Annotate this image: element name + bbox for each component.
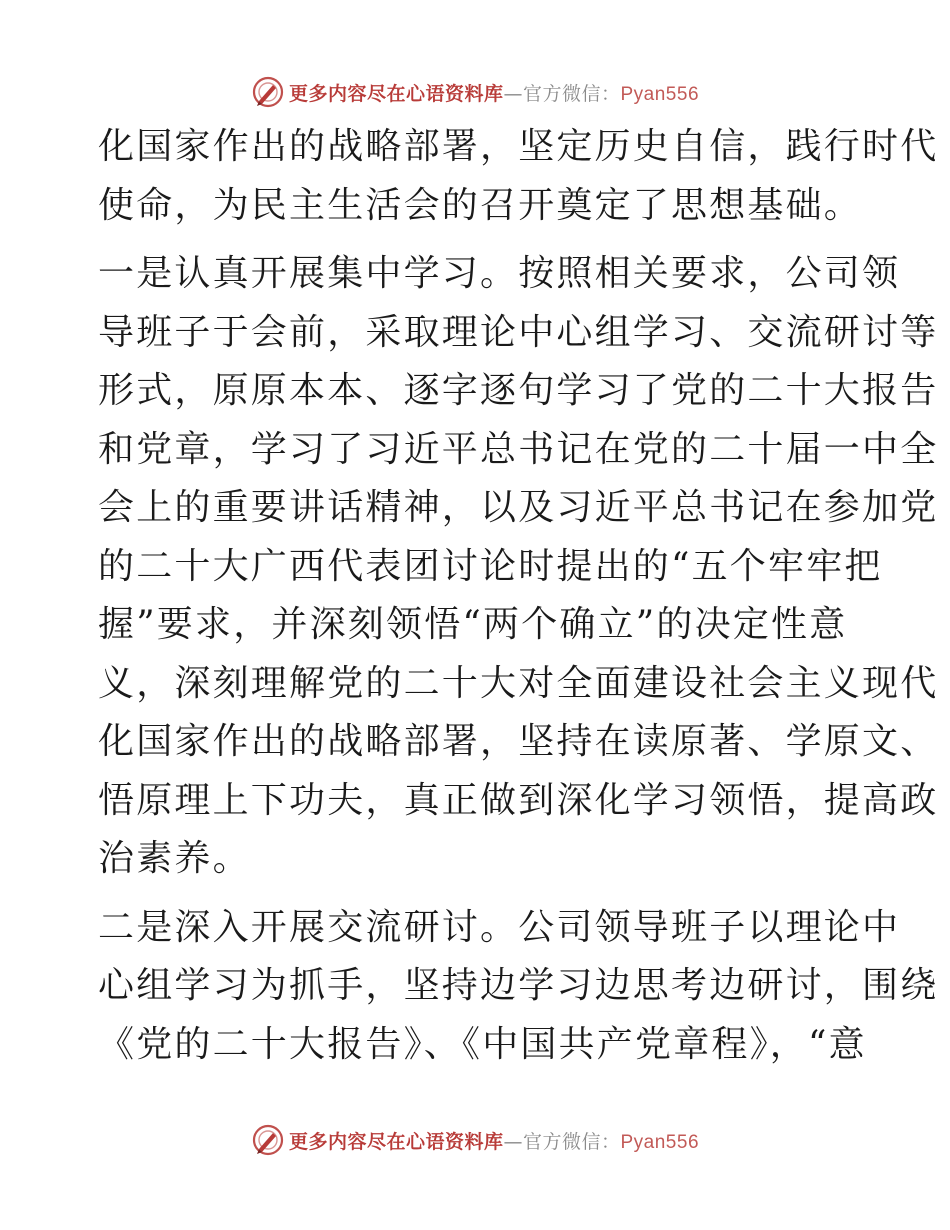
text-line: 会上的重要讲话精神，以及习近平总书记在参加党 — [98, 487, 939, 528]
pen-logo-icon — [251, 75, 285, 109]
text-line: 《党的二十大报告》、《中国共产党章程》，“意 — [98, 1023, 867, 1065]
document-body — [98, 118, 939, 1074]
text-line: 化国家作出的战略部署，坚定历史自信，践行时代 — [98, 126, 939, 167]
text-line: 一是认真开展集中学习。按照相关要求，公司领 — [98, 253, 901, 294]
header-watermark — [0, 72, 950, 112]
text-line: 义，深刻理解党的二十大对全面建设社会主义现代 — [98, 662, 939, 704]
footer-watermark — [0, 1120, 950, 1160]
text-line: 和党章，学习了习近平总书记在党的二十届一中全 — [98, 428, 939, 470]
footer-separator: — — [503, 1130, 523, 1153]
header-watermark-text — [289, 79, 699, 106]
text-line: 握”要求，并深刻领悟“两个确立”的决定性意 — [98, 604, 848, 645]
footer-watermark-text — [289, 1127, 699, 1154]
paragraph-3 — [98, 899, 939, 1075]
text-line: 使命，为民主生活会的召开奠定了思想基础。 — [98, 184, 863, 226]
text-line: 治素养。 — [98, 838, 251, 879]
text-line: 导班子于会前，采取理论中心组学习、交流研讨等 — [98, 311, 939, 353]
text-line: 化国家作出的战略部署，坚持在读原著、学原文、 — [98, 721, 939, 762]
header-separator: — — [503, 82, 523, 105]
text-line: 二是深入开展交流研讨。公司领导班子以理论中 — [98, 906, 901, 948]
paragraph-2 — [98, 245, 939, 889]
paragraph-1 — [98, 118, 939, 235]
footer-site-text: 更多内容尽在心语资料库 — [288, 1130, 504, 1153]
text-line: 悟原理上下功夫，真正做到深化学习领悟，提高政 — [98, 779, 939, 821]
header-site-text: 更多内容尽在心语资料库 — [288, 82, 504, 105]
header-channel-text: 官方微信： — [522, 82, 621, 105]
pen-logo-icon — [251, 1123, 285, 1157]
text-line: 的二十大广西代表团讨论时提出的“五个牢牢把 — [98, 545, 883, 587]
footer-account: Pyan556 — [620, 1131, 700, 1153]
footer-channel-text: 官方微信： — [522, 1130, 621, 1153]
text-line: 心组学习为抓手，坚持边学习边思考边研讨，围绕 — [98, 965, 939, 1006]
header-account: Pyan556 — [620, 83, 700, 105]
text-line: 形式，原原本本、逐字逐句学习了党的二十大报告 — [98, 370, 939, 411]
